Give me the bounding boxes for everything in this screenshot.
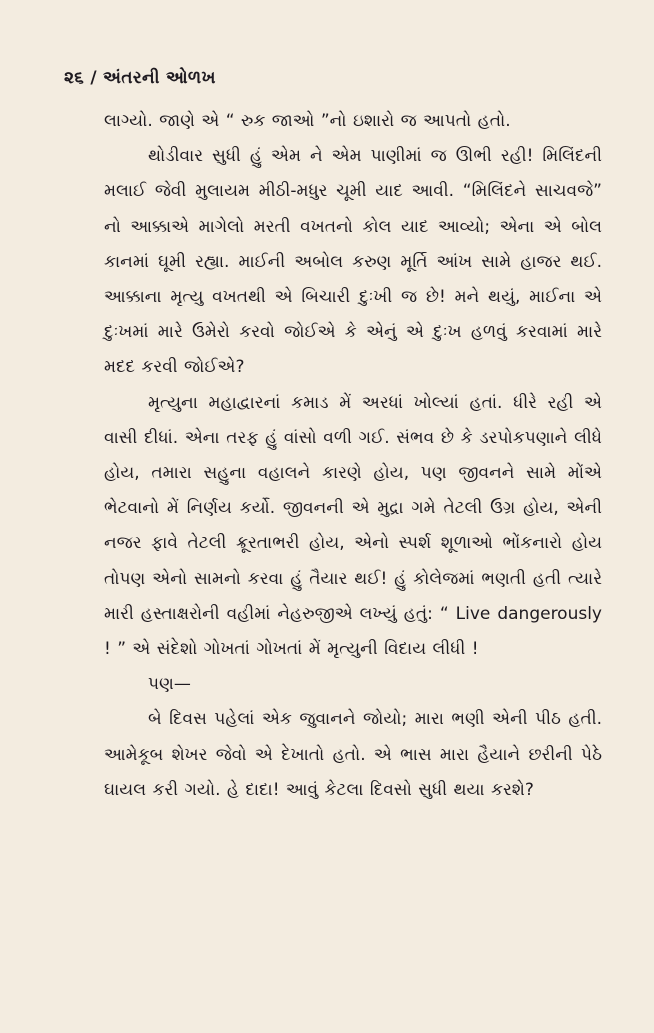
- paragraph-continuation: લાગ્યો. જાણે એ “ રુક જાઓ ”નો ઇશારો જ આપતો હતો.: [104, 111, 511, 131]
- running-head: ૨૬ / અંતરની ઓળખ: [64, 68, 216, 88]
- paragraph-young-man: બે દિવસ પહેલાં એક જુવાનને જોયો; મારા ભણી એની પીઠ હતી. આમેકૂબ શેખર જેવો એ દેખાતો હતો. એ ભાસ મારા હૈયાને છરીની પેઠે ઘાયલ કરી ગયો. હે દાદા! આવું કેટલા દિવસો સુધી થયા કરશે?: [104, 709, 602, 800]
- paragraph-but: પણ—: [148, 674, 191, 695]
- paragraph-decision: મૃત્યુના મહાદ્વારનાં કમાડ મેં અરધાં ખોલ્યાં હતાં. ધીરે રહી એ વાસી દીધાં. એના તરફ હું વાંસો વળી ગઈ. સંભવ છે કે ડરપોકપણાને લીધે હોય, તમારા સહુના વહાલને કારણે હોય, પણ જીવનને સામે મોંએ ભેટવાનો મેં નિર્ણય કર્યો. જીવનની એ મુદ્રા ગમે તેટલી ઉગ્ર હોય, એની નજર ફાવે તેટલી ક્રૂરતાભરી હોય, એનો સ્પર્શ શૂળાઓ ભોંકનારો હોય તોપણ એનો સામનો કરવા હું તૈયાર થઈ! હું કોલેજમાં ભણતી હતી ત્યારે મારી હસ્તાક્ષરોની વહીમાં નેહરુજીએ લખ્યું હતું: “ Live dangerously ! ” એ સંદેશો ગોખતાં ગોખતાં મેં મૃત્યુની વિદાય લીધી !: [104, 392, 602, 660]
- body-text: [104, 104, 602, 808]
- paragraph-memories: થોડીવાર સુધી હું એમ ને એમ પાણીમાં જ ઊભી રહી! મિલિંદની મલાઈ જેવી મુલાયમ મીઠી-મધુર ચૂમી યાદ આવી. “મિલિંદને સાચવજે” નો આક્કાએ માગેલો મરતી વખતનો કોલ યાદ આવ્યો; એના એ બોલ કાનમાં ઘૂમી રહ્યા. માઈની અબોલ કરુણ મૂર્તિ આંખ સામે હાજર થઈ. આક્કાના મૃત્યુ વખતથી એ બિચારી દુઃખી જ છે! મને થયું, માઈના એ દુઃખમાં મારે ઉમેરો કરવો જોઈએ કે એનું એ દુઃખ હળવું કરવામાં મારે મદદ કરવી જોઈએ?: [104, 146, 602, 378]
